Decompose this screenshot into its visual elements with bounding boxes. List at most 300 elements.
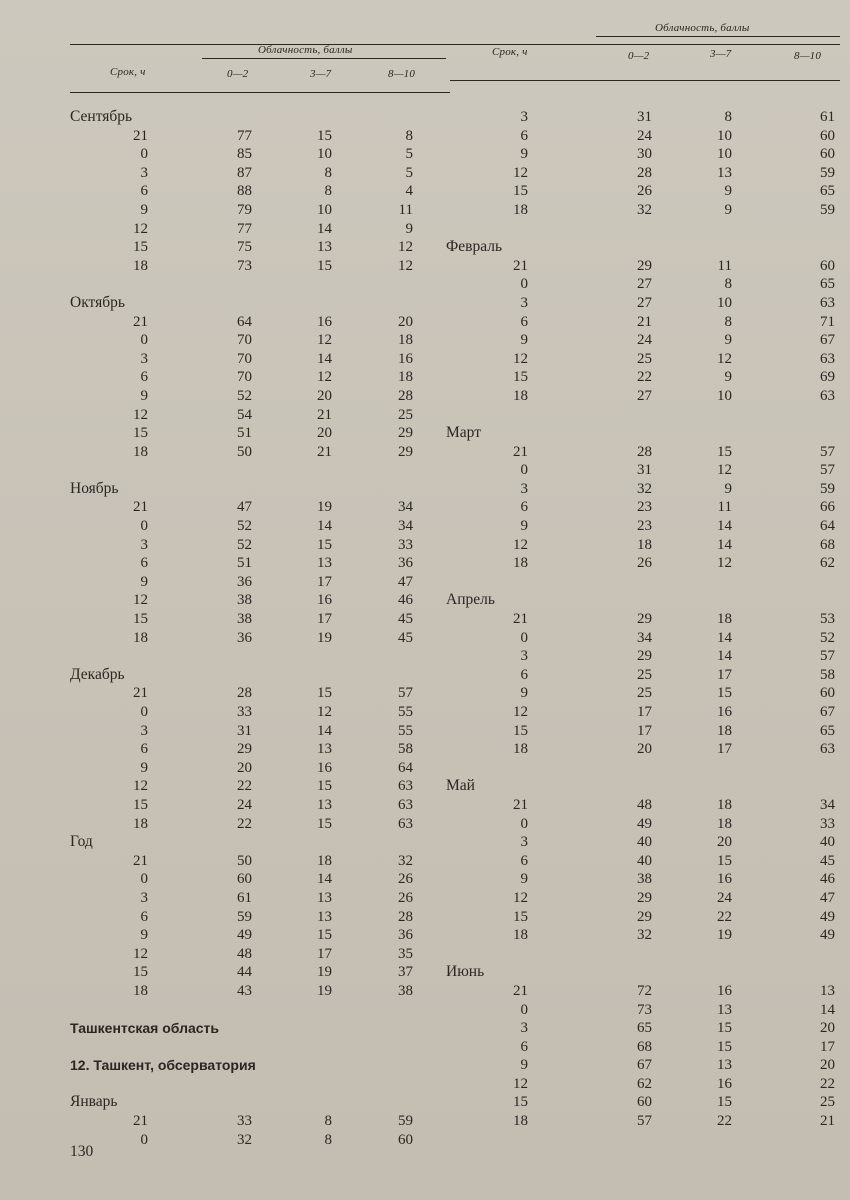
- cloud-0-2-cell: 49: [237, 927, 252, 944]
- cloud-8-10-cell: 63: [820, 741, 835, 758]
- cloud-3-7-cell: 14: [317, 518, 332, 535]
- hour-cell: 9: [520, 146, 528, 163]
- hour-cell: 9: [140, 387, 148, 404]
- cloud-3-7-cell: 13: [317, 741, 332, 758]
- cloud-8-10-cell: 49: [820, 908, 835, 925]
- table-row: [0, 127, 440, 146]
- cloud-3-7-cell: 14: [717, 518, 732, 535]
- cloud-8-10-cell: 20: [820, 1020, 835, 1037]
- cloud-3-7-cell: 15: [317, 927, 332, 944]
- cloud-3-7-cell: 20: [717, 834, 732, 851]
- cloud-3-7-cell: 16: [317, 592, 332, 609]
- hour-cell: 18: [513, 741, 528, 758]
- cloud-0-2-cell: 77: [237, 220, 252, 237]
- cloud-3-7-cell: 14: [317, 350, 332, 367]
- cloud-8-10-cell: 4: [405, 183, 413, 200]
- month-row: [0, 480, 440, 499]
- cloud-3-7-cell: 11: [717, 257, 732, 274]
- section-heading: 12. Ташкент, обсерватория: [70, 1057, 256, 1074]
- table-row: [440, 108, 850, 127]
- cloud-8-10-cell: 34: [820, 796, 835, 813]
- cloud-3-7-cell: 14: [317, 722, 332, 739]
- table-row: [440, 145, 850, 164]
- cloud-3-7-cell: 11: [717, 499, 732, 516]
- hour-cell: 0: [140, 332, 148, 349]
- table-row: [440, 703, 850, 722]
- table-row: [440, 1075, 850, 1094]
- month-row: [440, 963, 850, 982]
- table-row: [440, 368, 850, 387]
- cloud-3-7-cell: 18: [717, 796, 732, 813]
- cloud-0-2-cell: 60: [237, 871, 252, 888]
- cloud-0-2-cell: 68: [637, 1038, 652, 1055]
- hour-cell: 0: [140, 146, 148, 163]
- hour-cell: 3: [520, 834, 528, 851]
- cloud-0-2-cell: 70: [237, 332, 252, 349]
- table-row: [440, 275, 850, 294]
- hour-cell: 6: [140, 369, 148, 386]
- table-row: [0, 759, 440, 778]
- cloud-8-10-cell: 16: [398, 350, 413, 367]
- cloud-0-2-cell: 54: [237, 406, 252, 423]
- cloud-3-7-cell: 15: [317, 257, 332, 274]
- cloud-3-7-cell: 8: [724, 109, 732, 125]
- section-heading-row: [0, 1019, 440, 1038]
- hour-cell: 12: [513, 704, 528, 720]
- table-row: [440, 740, 850, 759]
- cloud-0-2-cell: 31: [637, 462, 652, 479]
- month-row: [0, 294, 440, 313]
- cloud-3-7-cell: 13: [317, 908, 332, 925]
- cloud-8-10-cell: 60: [820, 685, 835, 702]
- cloud-0-2-cell: 25: [637, 685, 652, 702]
- cloud-3-7-cell: 18: [717, 722, 732, 739]
- hour-cell: 21: [513, 443, 528, 460]
- cloud-8-10-cell: 13: [820, 982, 835, 999]
- cloud-0-2-cell: 51: [237, 555, 252, 572]
- hour-cell: 6: [520, 127, 528, 144]
- cloud-0-2-cell: 17: [637, 722, 652, 739]
- cloud-8-10-cell: 57: [820, 648, 835, 665]
- cloud-3-7-cell: 19: [717, 927, 732, 944]
- table-row: [0, 945, 440, 964]
- cloud-0-2-cell: 77: [237, 127, 252, 144]
- table-row: [0, 963, 440, 982]
- cloud-8-10-cell: 60: [820, 127, 835, 144]
- section-heading-row: [0, 1056, 440, 1075]
- hour-cell: 6: [520, 852, 528, 869]
- cloud-3-7-cell: 18: [717, 611, 732, 628]
- table-row: [0, 554, 440, 573]
- month-row: [440, 591, 850, 610]
- cloud-8-10-cell: 45: [820, 852, 835, 869]
- cloud-0-2-cell: 40: [637, 852, 652, 869]
- cloud-8-10-cell: 63: [398, 815, 413, 832]
- cloud-0-2-cell: 26: [637, 555, 652, 572]
- hour-cell: 15: [133, 239, 148, 256]
- cloud-8-10-cell: 9: [405, 220, 413, 237]
- cloud-0-2-cell: 29: [637, 889, 652, 906]
- hour-cell: 18: [133, 257, 148, 274]
- table-row: [0, 517, 440, 536]
- hour-cell: 18: [513, 387, 528, 404]
- table-row: [440, 722, 850, 741]
- cloud-0-2-cell: 87: [237, 164, 252, 181]
- table-row: [440, 796, 850, 815]
- cloud-3-7-cell: 18: [317, 852, 332, 869]
- cloud-8-10-cell: 45: [398, 611, 413, 628]
- hour-cell: 12: [513, 164, 528, 181]
- cloud-0-2-cell: 25: [637, 350, 652, 367]
- table-header-left: [70, 36, 450, 96]
- cloud-3-7-cell: 19: [317, 964, 332, 981]
- cloud-8-10-cell: 53: [820, 611, 835, 628]
- cloud-3-7-cell: 17: [717, 741, 732, 758]
- hour-cell: 21: [513, 982, 528, 999]
- hour-cell: 12: [133, 406, 148, 423]
- cloud-0-2-cell: 33: [237, 1113, 252, 1130]
- table-row: [440, 629, 850, 648]
- table-row: [0, 182, 440, 201]
- hour-cell: 9: [520, 332, 528, 349]
- cloud-0-2-cell: 49: [637, 815, 652, 832]
- cloud-0-2-cell: 65: [637, 1020, 652, 1037]
- cloud-3-7-cell: 15: [717, 1038, 732, 1055]
- table-row: [0, 777, 440, 796]
- cloud-3-7-cell: 14: [317, 871, 332, 888]
- hour-cell: 3: [140, 536, 148, 553]
- table-row: [0, 722, 440, 741]
- hour-cell: 21: [133, 685, 148, 702]
- hour-cell: 15: [133, 611, 148, 628]
- spacer: [440, 759, 850, 778]
- cloud-0-2-cell: 24: [237, 796, 252, 813]
- hour-cell: 12: [133, 592, 148, 609]
- hour-cell: 15: [513, 369, 528, 386]
- header-range-0-2: 0—2: [227, 68, 249, 80]
- cloud-3-7-cell: 9: [724, 183, 732, 200]
- table-row: [0, 982, 440, 1001]
- month-label: Сентябрь: [70, 108, 133, 125]
- cloud-0-2-cell: 36: [237, 573, 252, 590]
- cloud-8-10-cell: 66: [820, 499, 835, 516]
- table-row: [440, 257, 850, 276]
- table-row: [440, 164, 850, 183]
- cloud-8-10-cell: 65: [820, 722, 835, 739]
- cloud-8-10-cell: 20: [398, 313, 413, 330]
- cloud-3-7-cell: 15: [317, 778, 332, 795]
- table-row: [0, 331, 440, 350]
- month-label: Апрель: [446, 591, 495, 609]
- cloud-8-10-cell: 11: [398, 201, 413, 218]
- cloud-8-10-cell: 36: [398, 555, 413, 572]
- cloud-8-10-cell: 34: [398, 518, 413, 535]
- table-row: [0, 796, 440, 815]
- month-row: [440, 424, 850, 443]
- cloud-0-2-cell: 31: [237, 722, 252, 739]
- cloud-3-7-cell: 15: [717, 1094, 732, 1111]
- cloud-3-7-cell: 12: [317, 704, 332, 720]
- cloud-0-2-cell: 24: [637, 332, 652, 349]
- hour-cell: 3: [520, 480, 528, 497]
- hour-cell: 21: [133, 499, 148, 516]
- table-row: [0, 852, 440, 871]
- cloud-3-7-cell: 10: [717, 127, 732, 144]
- table-row: [440, 182, 850, 201]
- hour-cell: 0: [140, 518, 148, 535]
- hour-cell: 18: [133, 629, 148, 646]
- table-row: [440, 554, 850, 573]
- cloud-8-10-cell: 55: [398, 722, 413, 739]
- hour-cell: 15: [513, 722, 528, 739]
- table-row: [440, 443, 850, 462]
- cloud-0-2-cell: 22: [237, 778, 252, 795]
- cloud-8-10-cell: 33: [398, 536, 413, 553]
- cloud-3-7-cell: 15: [717, 852, 732, 869]
- cloud-8-10-cell: 49: [820, 927, 835, 944]
- cloud-3-7-cell: 12: [317, 369, 332, 386]
- table-row: [440, 815, 850, 834]
- cloud-3-7-cell: 10: [717, 387, 732, 404]
- cloud-8-10-cell: 68: [820, 536, 835, 553]
- cloud-0-2-cell: 79: [237, 201, 252, 218]
- table-row: [440, 1056, 850, 1075]
- spacer: [440, 220, 850, 239]
- month-label: Ноябрь: [70, 479, 119, 497]
- cloud-8-10-cell: 60: [398, 1131, 413, 1148]
- cloud-8-10-cell: 12: [398, 239, 413, 256]
- cloud-3-7-cell: 15: [317, 127, 332, 144]
- month-row: [0, 833, 440, 852]
- hour-cell: 6: [140, 908, 148, 925]
- cloud-3-7-cell: 16: [717, 982, 732, 999]
- hour-cell: 9: [520, 685, 528, 702]
- month-label: Март: [446, 424, 481, 442]
- cloud-8-10-cell: 28: [398, 908, 413, 925]
- spacer: [0, 647, 440, 666]
- hour-cell: 9: [520, 1057, 528, 1074]
- cloud-3-7-cell: 13: [317, 889, 332, 906]
- hour-cell: 0: [140, 871, 148, 888]
- cloud-8-10-cell: 63: [398, 796, 413, 813]
- cloud-0-2-cell: 32: [637, 201, 652, 218]
- table-row: [440, 889, 850, 908]
- cloud-8-10-cell: 58: [820, 666, 835, 683]
- hour-cell: 0: [520, 629, 528, 646]
- cloud-0-2-cell: 29: [637, 611, 652, 628]
- cloud-3-7-cell: 16: [717, 1075, 732, 1092]
- cloud-8-10-cell: 46: [398, 592, 413, 609]
- hour-cell: 12: [513, 1075, 528, 1092]
- cloud-0-2-cell: 18: [637, 536, 652, 553]
- cloud-0-2-cell: 20: [237, 759, 252, 776]
- table-row: [0, 387, 440, 406]
- hour-cell: 15: [133, 796, 148, 813]
- table-row: [0, 908, 440, 927]
- cloud-0-2-cell: 34: [637, 629, 652, 646]
- cloud-0-2-cell: 52: [237, 387, 252, 404]
- cloud-3-7-cell: 10: [717, 294, 732, 311]
- cloud-0-2-cell: 31: [637, 109, 652, 125]
- cloud-0-2-cell: 36: [237, 629, 252, 646]
- cloud-0-2-cell: 23: [637, 499, 652, 516]
- hour-cell: 3: [520, 294, 528, 311]
- cloud-3-7-cell: 8: [724, 276, 732, 293]
- month-row: [0, 666, 440, 685]
- spacer: [440, 945, 850, 964]
- hour-cell: 6: [520, 666, 528, 683]
- month-label: Январь: [70, 1093, 118, 1111]
- cloud-0-2-cell: 75: [237, 239, 252, 256]
- hour-cell: 12: [133, 945, 148, 962]
- cloud-8-10-cell: 59: [820, 164, 835, 181]
- left-table-body: [0, 108, 440, 1149]
- hour-cell: 21: [133, 852, 148, 869]
- cloud-3-7-cell: 15: [317, 536, 332, 553]
- month-label: Июнь: [446, 963, 485, 981]
- cloud-8-10-cell: 29: [398, 443, 413, 460]
- cloud-3-7-cell: 8: [724, 313, 732, 330]
- header-bottom-rule: [70, 92, 450, 93]
- table-row: [0, 368, 440, 387]
- table-row: [440, 610, 850, 629]
- cloud-0-2-cell: 48: [637, 796, 652, 813]
- table-row: [0, 443, 440, 462]
- spacer: [0, 461, 440, 480]
- hour-cell: 3: [140, 722, 148, 739]
- cloud-3-7-cell: 14: [717, 648, 732, 665]
- cloud-8-10-cell: 57: [820, 443, 835, 460]
- hour-cell: 0: [520, 276, 528, 293]
- cloud-0-2-cell: 29: [637, 257, 652, 274]
- hour-cell: 9: [140, 201, 148, 218]
- cloud-0-2-cell: 72: [637, 982, 652, 999]
- hour-cell: 15: [513, 183, 528, 200]
- cloud-0-2-cell: 28: [237, 685, 252, 702]
- hour-cell: 18: [513, 1113, 528, 1130]
- cloud-8-10-cell: 59: [398, 1113, 413, 1130]
- cloud-3-7-cell: 20: [317, 425, 332, 442]
- table-row: [0, 164, 440, 183]
- cloud-0-2-cell: 22: [637, 369, 652, 386]
- cloud-3-7-cell: 16: [317, 313, 332, 330]
- cloud-8-10-cell: 8: [405, 127, 413, 144]
- cloud-0-2-cell: 29: [637, 908, 652, 925]
- cloud-8-10-cell: 12: [398, 257, 413, 274]
- table-row: [0, 926, 440, 945]
- spacer: [440, 573, 850, 592]
- header-mid-rule: [596, 36, 840, 37]
- cloud-3-7-cell: 21: [317, 406, 332, 423]
- cloud-8-10-cell: 65: [820, 183, 835, 200]
- month-label: Октябрь: [70, 293, 125, 311]
- cloud-8-10-cell: 64: [820, 518, 835, 535]
- table-row: [440, 1112, 850, 1131]
- table-row: [0, 573, 440, 592]
- header-bottom-rule: [450, 80, 840, 81]
- cloud-0-2-cell: 40: [637, 834, 652, 851]
- hour-cell: 18: [133, 815, 148, 832]
- cloud-8-10-cell: 59: [820, 201, 835, 218]
- cloud-0-2-cell: 22: [237, 815, 252, 832]
- table-row: [0, 684, 440, 703]
- table-row: [0, 498, 440, 517]
- hour-cell: 9: [520, 871, 528, 888]
- table-row: [0, 870, 440, 889]
- cloud-8-10-cell: 60: [820, 257, 835, 274]
- cloud-3-7-cell: 13: [717, 1001, 732, 1018]
- right-table-body: [440, 108, 850, 1131]
- month-row: [440, 238, 850, 257]
- hour-cell: 21: [513, 611, 528, 628]
- hour-cell: 12: [513, 350, 528, 367]
- cloud-0-2-cell: 17: [637, 704, 652, 720]
- cloud-0-2-cell: 33: [237, 704, 252, 720]
- cloud-0-2-cell: 73: [637, 1001, 652, 1018]
- cloud-3-7-cell: 15: [717, 685, 732, 702]
- cloud-0-2-cell: 85: [237, 146, 252, 163]
- cloud-0-2-cell: 27: [637, 387, 652, 404]
- cloud-0-2-cell: 51: [237, 425, 252, 442]
- month-row: [440, 777, 850, 796]
- cloud-3-7-cell: 16: [717, 704, 732, 720]
- cloud-0-2-cell: 88: [237, 183, 252, 200]
- table-row: [440, 201, 850, 220]
- header-range-3-7: 3—7: [310, 68, 332, 80]
- spacer: [0, 1038, 440, 1057]
- hour-cell: 12: [513, 889, 528, 906]
- cloud-3-7-cell: 15: [717, 443, 732, 460]
- cloud-8-10-cell: 67: [820, 704, 835, 720]
- hour-cell: 6: [520, 313, 528, 330]
- hour-cell: 9: [520, 518, 528, 535]
- cloud-8-10-cell: 20: [820, 1057, 835, 1074]
- cloud-3-7-cell: 21: [317, 443, 332, 460]
- cloud-3-7-cell: 8: [324, 1131, 332, 1148]
- table-row: [440, 517, 850, 536]
- table-row: [440, 1093, 850, 1112]
- cloud-8-10-cell: 52: [820, 629, 835, 646]
- cloud-8-10-cell: 38: [398, 982, 413, 999]
- cloud-3-7-cell: 19: [317, 982, 332, 999]
- cloud-0-2-cell: 44: [237, 964, 252, 981]
- table-row: [0, 424, 440, 443]
- header-term: Срок, ч: [110, 66, 146, 78]
- header-cloudiness: Облачность, баллы: [258, 44, 353, 56]
- cloud-8-10-cell: 71: [820, 313, 835, 330]
- cloud-0-2-cell: 50: [237, 443, 252, 460]
- table-row: [0, 740, 440, 759]
- hour-cell: 15: [513, 1094, 528, 1111]
- cloud-3-7-cell: 10: [717, 146, 732, 163]
- cloud-3-7-cell: 19: [317, 629, 332, 646]
- table-row: [440, 1038, 850, 1057]
- cloud-0-2-cell: 28: [637, 164, 652, 181]
- cloud-3-7-cell: 15: [717, 1020, 732, 1037]
- spacer: [0, 1075, 440, 1094]
- cloud-3-7-cell: 9: [724, 332, 732, 349]
- table-header-right: [450, 22, 840, 96]
- cloud-8-10-cell: 37: [398, 964, 413, 981]
- table-row: [440, 666, 850, 685]
- cloud-3-7-cell: 13: [317, 796, 332, 813]
- cloud-8-10-cell: 47: [398, 573, 413, 590]
- hour-cell: 21: [133, 1113, 148, 1130]
- cloud-3-7-cell: 14: [717, 536, 732, 553]
- hour-cell: 21: [513, 796, 528, 813]
- hour-cell: 6: [520, 1038, 528, 1055]
- hour-cell: 0: [140, 704, 148, 720]
